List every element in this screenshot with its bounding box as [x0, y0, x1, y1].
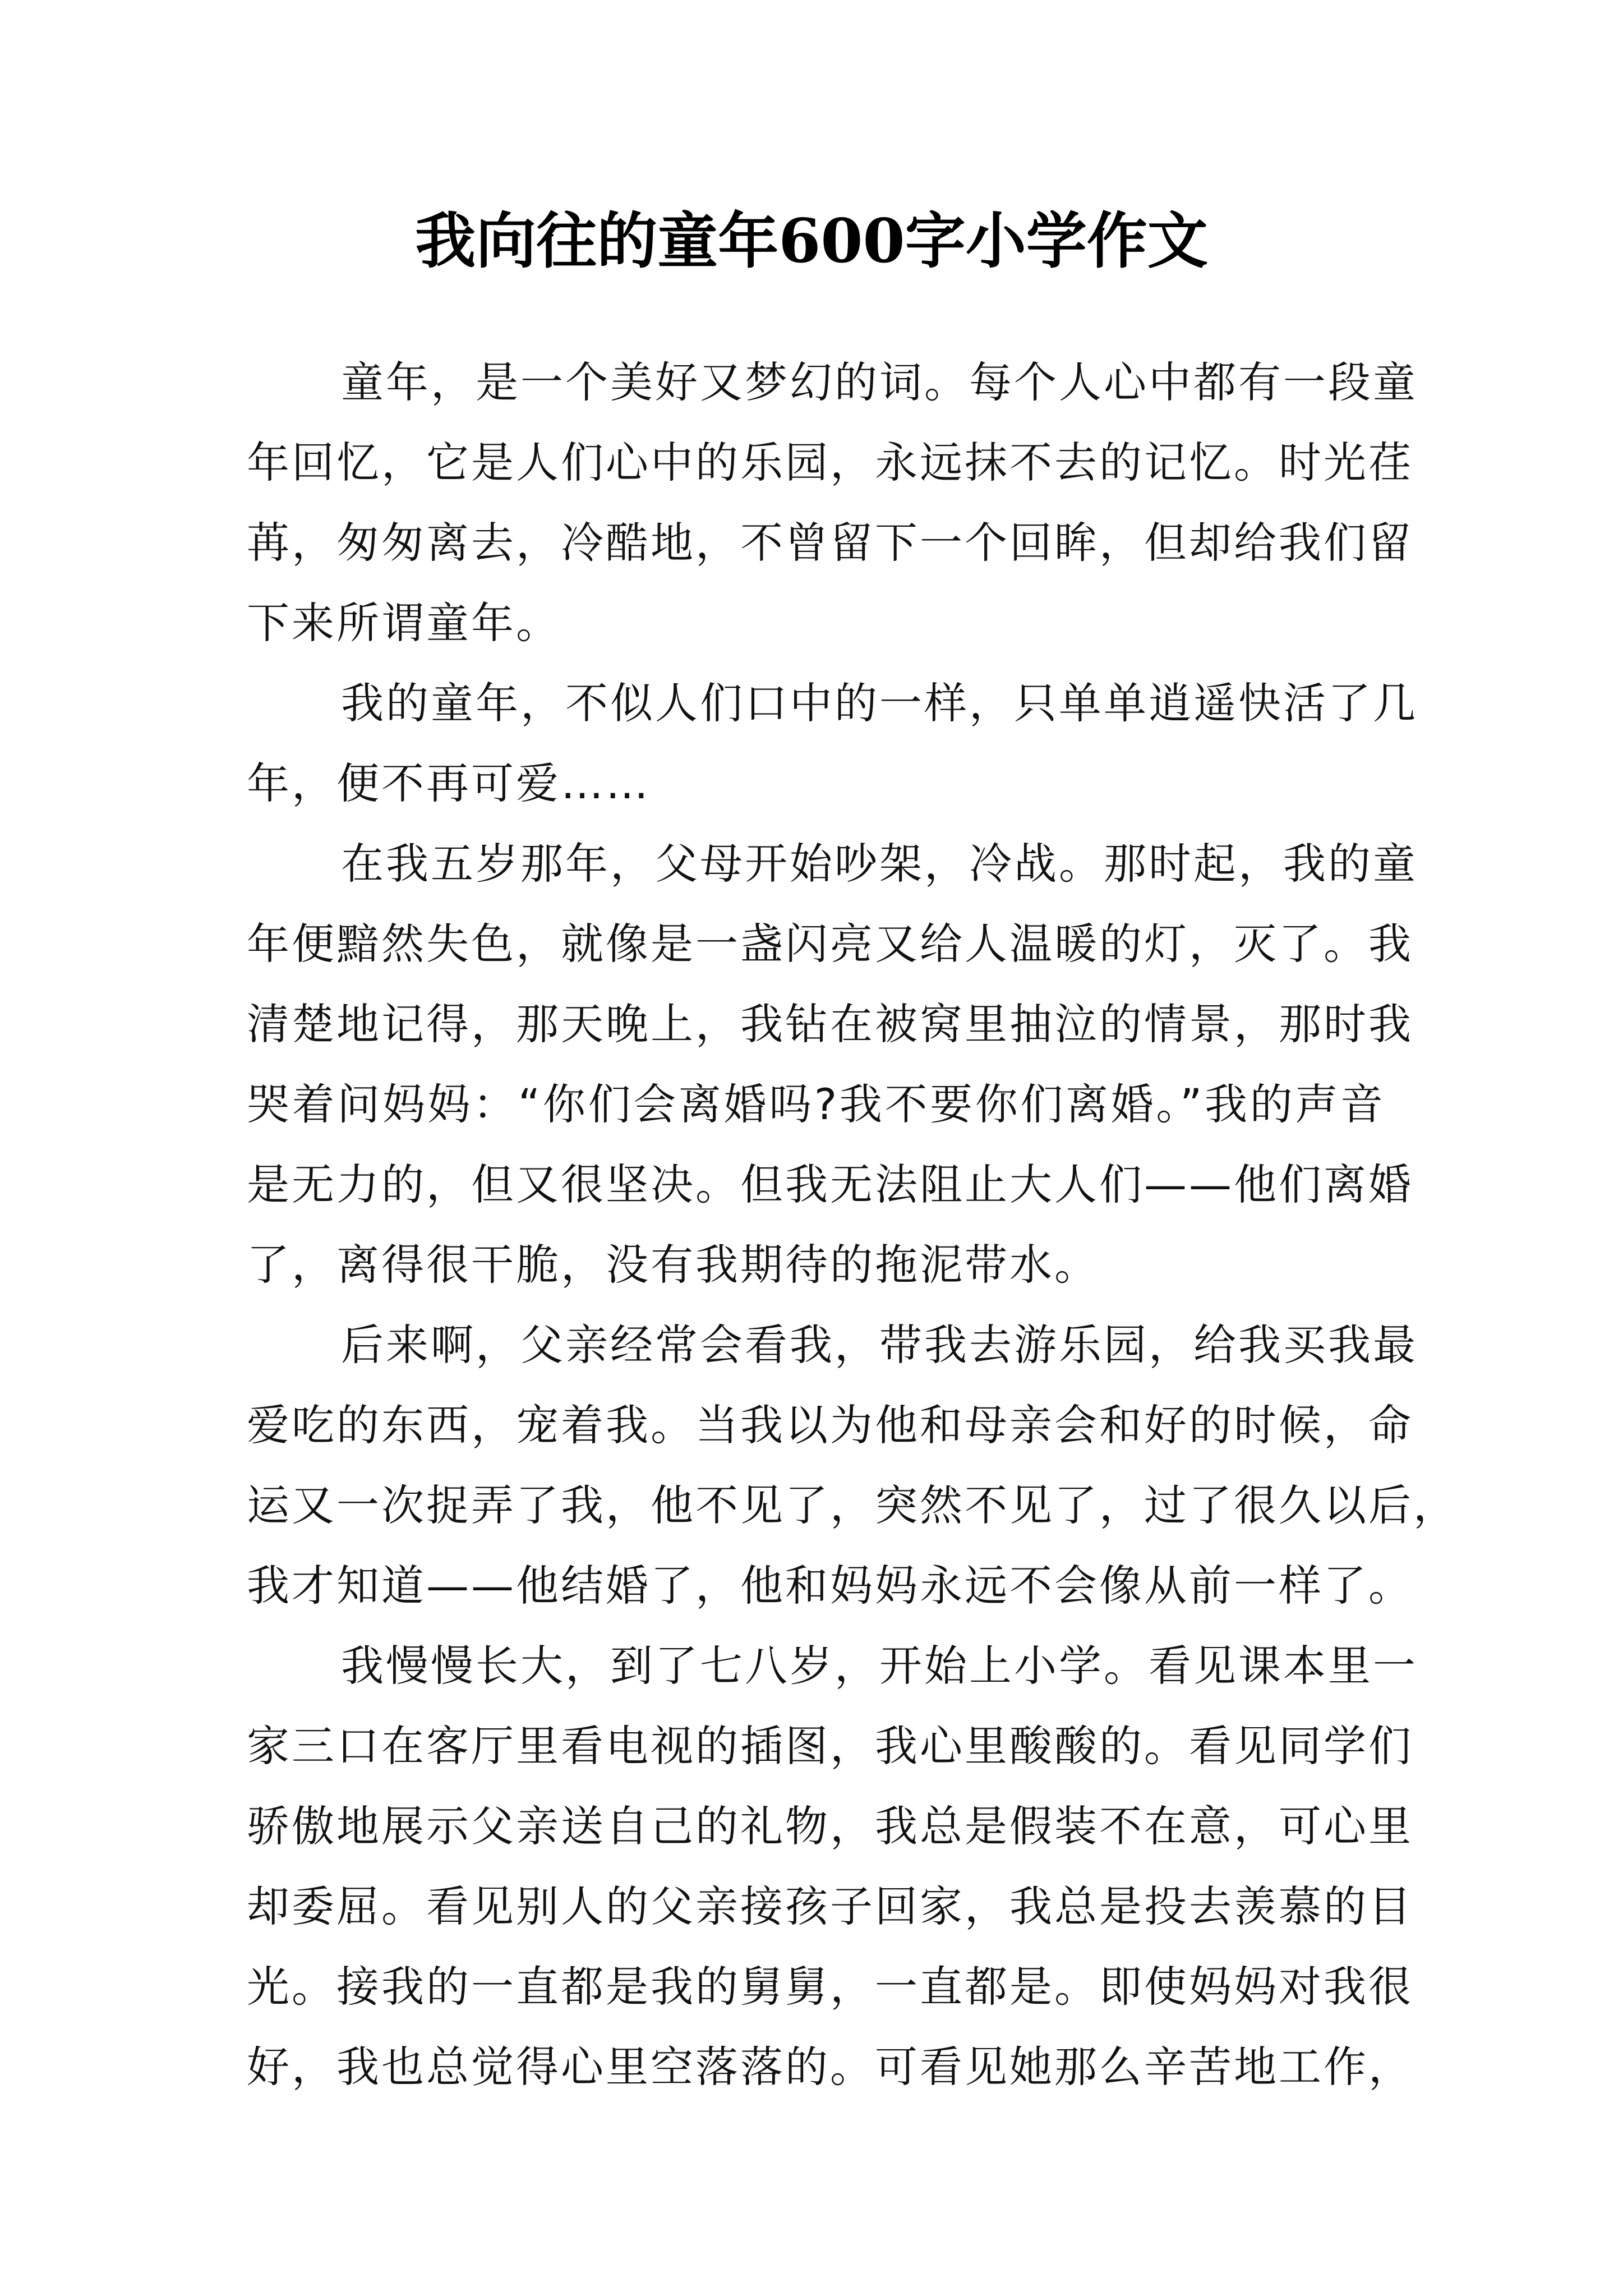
text-line: 清楚地记得，那天晚上，我钻在被窝里抽泣的情景，那时我 [247, 999, 1413, 1049]
text-line: 却委屈。看见别人的父亲接孩子回家，我总是投去羡慕的目 [247, 1881, 1413, 1931]
text-line: 我才知道——他结婚了，他和妈妈永远不会像从前一样了。 [247, 1561, 1413, 1611]
paragraph-first-line: 我慢慢长大，到了七八岁，开始上小学。看见课本里一 [341, 1641, 1418, 1691]
text-line: 年，便不再可爱…… [247, 758, 651, 808]
paragraph-first-line: 在我五岁那年，父母开始吵架，冷战。那时起，我的童 [341, 839, 1418, 889]
text-line: 了，离得很干脆，没有我期待的拖泥带水。 [247, 1240, 1099, 1290]
text-line: 年便黯然失色，就像是一盏闪亮又给人温暖的灯，灭了。我 [247, 919, 1413, 969]
text-line: 年回忆，它是人们心中的乐园，永远抹不去的记忆。时光荏 [247, 438, 1413, 487]
text-line: 是无力的，但又很坚决。但我无法阻止大人们——他们离婚 [247, 1159, 1413, 1209]
document-title: 我向往的童年600字小学作文 [415, 206, 1208, 277]
paragraph-first-line: 我的童年，不似人们口中的一样，只单单逍遥快活了几 [341, 678, 1418, 728]
text-line: 运又一次捉弄了我，他不见了，突然不见了，过了很久以后， [247, 1480, 1458, 1530]
document-body [247, 342, 1458, 2107]
paragraph-first-line: 童年，是一个美好又梦幻的词。每个人心中都有一段童 [341, 357, 1418, 407]
paragraph-first-line: 后来啊，父亲经常会看我，带我去游乐园，给我买我最 [341, 1320, 1418, 1370]
text-line: 家三口在客厅里看电视的插图，我心里酸酸的。看见同学们 [247, 1721, 1413, 1771]
text-line: 骄傲地展示父亲送自己的礼物，我总是假装不在意，可心里 [247, 1801, 1413, 1851]
text-line: 下来所谓童年。 [247, 598, 561, 648]
text-line: 爱吃的东西，宠着我。当我以为他和母亲会和好的时候，命 [247, 1400, 1413, 1450]
text-line: 光。接我的一直都是我的舅舅，一直都是。即使妈妈对我很 [247, 1962, 1413, 2012]
text-line: 哭着问妈妈：“你们会离婚吗?我不要你们离婚。”我的声音 [247, 1079, 1385, 1129]
text-line: 苒，匆匆离去，冷酷地，不曾留下一个回眸，但却给我们留 [247, 518, 1413, 568]
text-line: 好，我也总觉得心里空落落的。可看见她那么辛苦地工作， [247, 2042, 1413, 2092]
